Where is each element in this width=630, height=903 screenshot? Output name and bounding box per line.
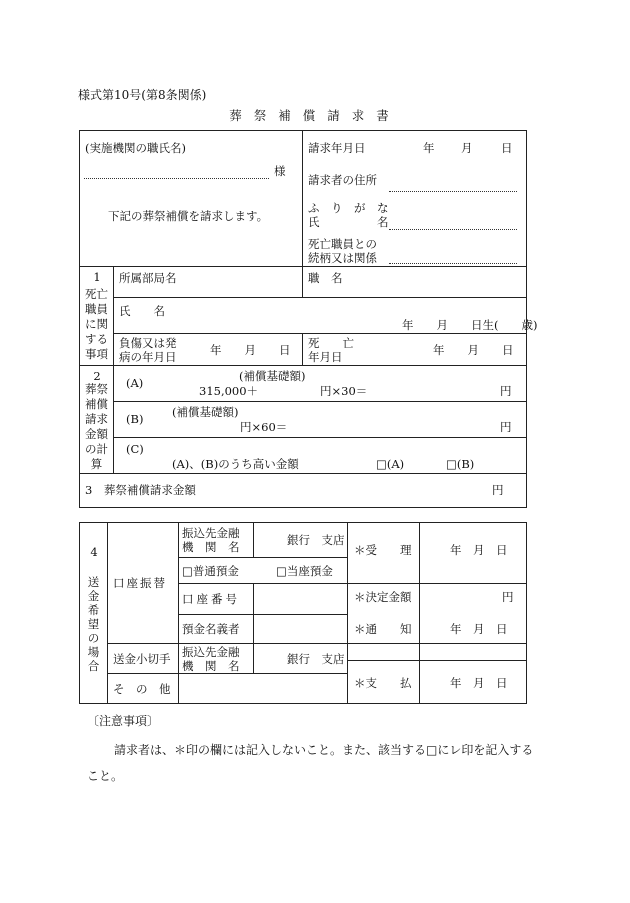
decision-label: ＊決定金額: [354, 590, 412, 604]
address-line[interactable]: [389, 191, 517, 192]
calc-b-label: (B): [126, 412, 144, 426]
receipt-label: ＊受 理: [354, 543, 412, 557]
ordinary-deposit-checkbox[interactable]: □普通預金: [182, 564, 239, 578]
calc-a-base-label: (補償基礎額): [239, 369, 306, 383]
section1-vlabel-line: 死亡: [85, 287, 108, 301]
calc-a-yen: 円: [500, 384, 512, 398]
claim-form-table: [79, 130, 538, 508]
account-no-label: 口座番号: [182, 592, 240, 606]
notes-heading: 〔注意事項〕: [87, 714, 160, 728]
section1-vlabel-line: 事項: [85, 347, 108, 361]
bank-label-cell: [179, 523, 254, 558]
transfer-label-cell: [108, 523, 179, 644]
injury-label-2: 病の年月日: [119, 350, 177, 364]
decision-yen: 円: [502, 590, 514, 604]
other-label: そ の 他: [113, 682, 171, 696]
other-label-cell: [108, 674, 179, 704]
check-bank-branch-suffix: 銀行 支店: [287, 652, 345, 666]
requester-name-label: 氏 名: [308, 215, 389, 229]
dept-cell[interactable]: [114, 267, 303, 298]
dept-label: 所属部局名: [119, 271, 177, 285]
notes-body: 請求者は、＊印の欄には記入しないこと。また、該当する□にレ印を記入すること。: [87, 743, 534, 783]
section2-vlabel-line: 補償: [85, 397, 108, 411]
total-amount-yen: 円: [492, 483, 504, 497]
calc-a-label: (A): [126, 376, 144, 390]
section4-vlabel-char: の: [87, 631, 100, 645]
section4-vlabel-char: 望: [87, 617, 100, 631]
section1-vlabel-line: する: [85, 332, 108, 346]
section4-vlabel-char: 希: [87, 603, 100, 617]
sama-label: 様: [274, 164, 286, 178]
calc-c-option-b[interactable]: □(B): [446, 457, 475, 471]
institution-cell: [80, 131, 303, 267]
calc-a-formula-1: 315,000＋: [199, 384, 259, 398]
other-field[interactable]: [179, 674, 348, 704]
deposit-type-cell: [179, 558, 348, 584]
birth-date: 年 月 日生( 歳): [402, 318, 538, 332]
page-title: 葬祭補償請求書: [229, 108, 401, 123]
section2-vlabel-line: 葬祭: [85, 382, 108, 396]
receipt-date: 年 月 日: [450, 543, 508, 557]
institution-name-line[interactable]: [84, 178, 269, 179]
account-holder-label: 預金名義者: [182, 622, 240, 636]
calc-a-cell[interactable]: [114, 366, 527, 402]
section4-number: 4: [90, 545, 98, 559]
notice-label-cell: [348, 622, 420, 704]
calc-b-formula: 円×60＝: [240, 420, 288, 434]
section1-label: [80, 267, 114, 366]
section2-vlabel-line: 請求: [85, 412, 108, 426]
request-date-label: 請求年月日: [308, 141, 366, 155]
section4-vertical-label: [80, 575, 107, 673]
deceased-name-cell[interactable]: [114, 298, 538, 334]
calc-c-label: (C): [126, 442, 144, 456]
total-amount-cell[interactable]: [80, 474, 527, 508]
death-date-cell[interactable]: [303, 334, 527, 366]
payment-label: ＊支 払: [354, 676, 412, 690]
bank-name-cell[interactable]: [254, 523, 348, 558]
check-label: 送金小切手: [113, 652, 171, 666]
calc-a-formula-2: 円×30＝: [320, 384, 368, 398]
post-cell[interactable]: [303, 267, 527, 298]
check-label-cell: [108, 644, 179, 674]
receipt-date-cell: [420, 523, 527, 584]
notice-label: ＊通 知: [354, 622, 412, 636]
deceased-name-label: 氏 名: [119, 304, 165, 318]
notice-date: 年 月 日: [450, 622, 508, 636]
relation-label-1: 死亡職員との: [308, 237, 377, 251]
request-text: 下記の葬祭補償を請求します。: [108, 209, 269, 223]
notice-date-cell: [420, 622, 527, 704]
requester-cell: [303, 131, 527, 267]
request-date-year: 年: [423, 141, 435, 155]
remittance-table: [79, 522, 527, 704]
section2-number: 2: [93, 369, 101, 383]
calc-c-option-a[interactable]: □(A): [376, 457, 405, 471]
death-label-2: 年月日: [308, 350, 343, 364]
bank-label-2: 機 関 名: [182, 540, 240, 554]
section2-vlabel-line: の計: [85, 442, 108, 456]
injury-label-1: 負傷又は発: [119, 336, 177, 350]
section4-vlabel-char: 送: [87, 575, 100, 589]
section1-vlabel-line: に関: [85, 317, 108, 331]
injury-date: 年 月 日: [210, 343, 291, 357]
check-bank-label-1: 振込先金融: [182, 645, 240, 659]
calc-c-text: (A)、(B)のうち高い金額: [172, 457, 299, 471]
death-label-1: 死 亡: [308, 336, 354, 350]
check-bank-label-cell: [179, 644, 254, 674]
notice-payment-divider: [347, 660, 526, 661]
section4-vlabel-char: 金: [87, 589, 100, 603]
furigana-label: ふ り が な: [308, 201, 389, 215]
bank-label-1: 振込先金融: [182, 526, 240, 540]
section2-label: [80, 366, 114, 474]
post-label: 職 名: [308, 271, 343, 285]
account-no-field[interactable]: [254, 584, 348, 615]
receipt-label-cell: [348, 523, 420, 584]
calc-b-base-label: (補償基礎額): [172, 405, 239, 419]
section1-vertical-label: [80, 287, 113, 362]
calc-b-cell[interactable]: [114, 402, 527, 438]
section2-vlabel-line: 金額: [85, 427, 108, 441]
account-holder-label-cell: [179, 615, 254, 644]
relation-label-2: 続柄又は関係: [308, 251, 377, 265]
total-amount-label: 3 葬祭補償請求金額: [85, 483, 196, 497]
section2-vertical-label: [80, 382, 113, 472]
check-bank-field[interactable]: [254, 644, 348, 674]
form-number: 様式第10号(第8条関係): [78, 88, 207, 102]
relation-line[interactable]: [389, 263, 517, 264]
request-date-day: 日: [501, 141, 513, 155]
section1-number: 1: [93, 270, 101, 284]
section1-vlabel-line: 職員: [85, 302, 108, 316]
account-no-label-cell: [179, 584, 254, 615]
address-label: 請求者の住所: [308, 173, 377, 187]
check-bank-label-2: 機 関 名: [182, 659, 240, 673]
transfer-label: 口座振替: [113, 576, 167, 590]
institution-label: (実施機関の職氏名): [85, 141, 186, 155]
section4-label: [80, 523, 108, 704]
current-deposit-checkbox[interactable]: □当座預金: [276, 564, 333, 578]
bank-branch-suffix: 銀行 支店: [287, 533, 345, 547]
death-date: 年 月 日: [433, 343, 514, 357]
requester-name-line[interactable]: [389, 229, 517, 230]
section4-vlabel-char: 場: [87, 645, 100, 659]
request-date-month: 月: [461, 141, 473, 155]
account-holder-field[interactable]: [254, 615, 348, 644]
payment-date: 年 月 日: [450, 676, 508, 690]
calc-c-cell: [114, 438, 527, 474]
calc-b-yen: 円: [500, 420, 512, 434]
injury-date-cell[interactable]: [114, 334, 303, 366]
section2-vlabel-line: 算: [90, 457, 103, 471]
section4-vlabel-char: 合: [87, 659, 100, 673]
